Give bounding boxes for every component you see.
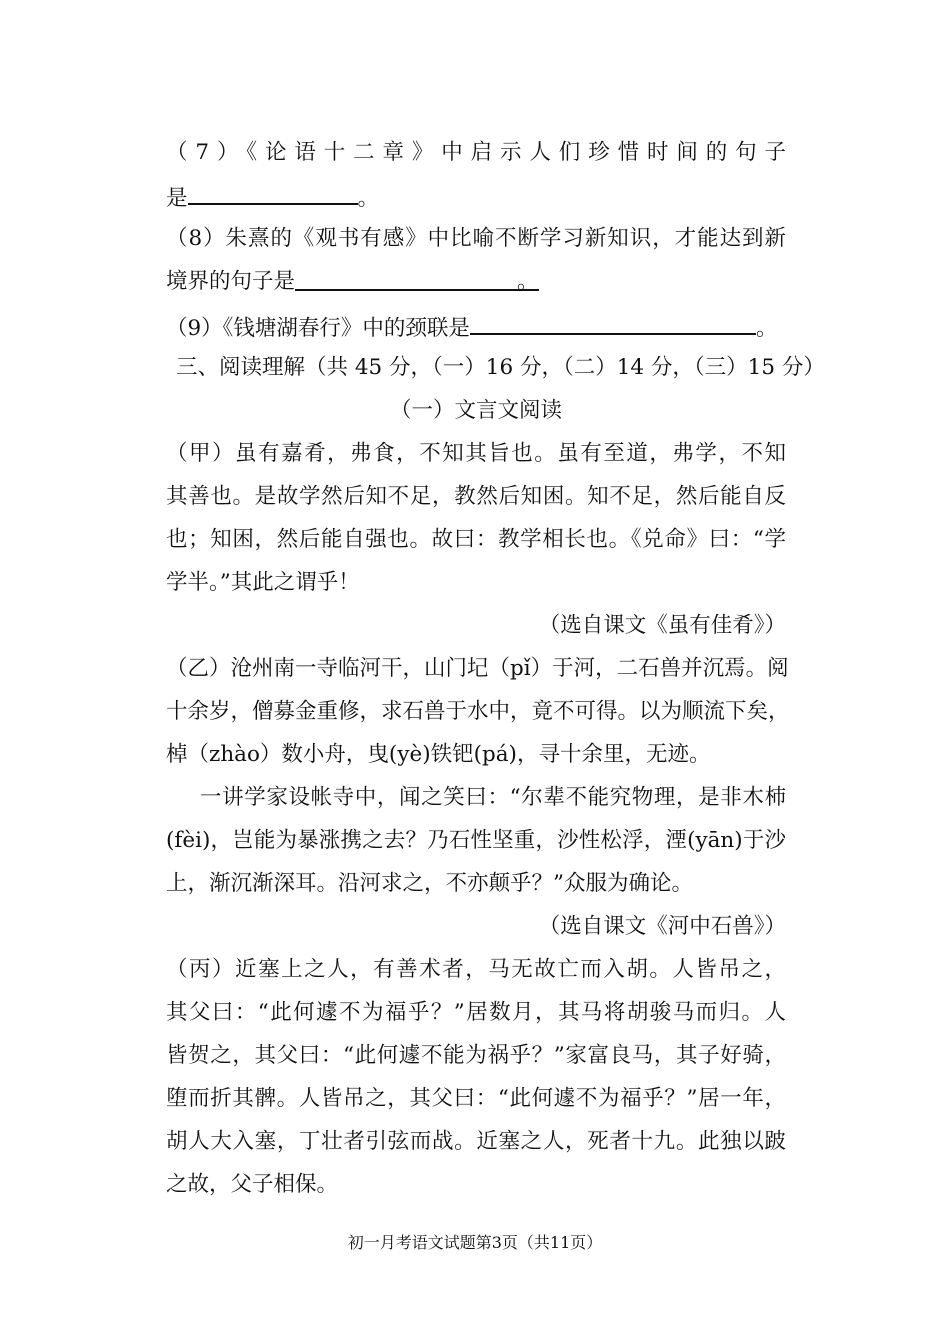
passage-a-line-1: （甲）虽有嘉肴，弗食，不知其旨也。虽有至道，弗学，不知	[166, 441, 786, 466]
passage-c-line-1: （丙）近塞上之人，有善术者，马无故亡而入胡。人皆吊之，	[166, 957, 786, 982]
question-8-prefix: 境界的句子是	[166, 269, 296, 294]
question-9-suffix: 。	[755, 316, 778, 341]
passage-c-line-6: 之故，父子相保。	[166, 1172, 339, 1197]
question-8-line-1: （8）朱熹的《观书有感》中比喻不断学习新知识，才能达到新	[166, 226, 786, 251]
passage-b-source: （选自课文《河中石兽》）	[538, 914, 786, 939]
section-3-heading: 三、阅读理解（共 45 分，（一）16 分，（二）14 分，（三）15 分）	[176, 355, 825, 380]
passage-a-source: （选自课文《虽有佳肴》）	[538, 613, 786, 638]
passage-c-line-2: 其父曰：“此何遽不为福乎？”居数月，其马将胡骏马而归。人	[166, 1000, 786, 1025]
question-7-line-1: （7）《论语十二章》中启示人们珍惜时间的句子	[166, 140, 786, 165]
passage-c-line-4: 堕而折其髀。人皆吊之，其父曰：“此何遽不为福乎？”居一年，	[166, 1086, 786, 1111]
question-9	[166, 311, 786, 344]
passage-a-line-4: 学半。”其此之谓乎！	[166, 570, 360, 595]
question-8-suffix: 。	[517, 269, 539, 294]
passage-b-line-6: 上，渐沉渐深耳。沿河求之，不亦颠乎？”众服为确论。	[166, 871, 693, 896]
question-9-answer-blank[interactable]	[470, 311, 756, 335]
section-3-subheading: （一）文言文阅读	[389, 398, 562, 423]
question-7-prefix: 是	[166, 186, 188, 211]
question-7-suffix: 。	[357, 186, 380, 211]
passage-b-line-3: 棹（zhào）数小舟，曳(yè)铁钯(pá)，寻十余里，无迹。	[166, 742, 711, 767]
passage-c-line-3: 皆贺之，其父曰：“此何遽不能为祸乎？”家富良马，其子好骑，	[166, 1043, 786, 1068]
passage-a-line-3: 也；知困，然后能自强也。故曰：教学相长也。《兑命》曰：“学	[166, 527, 786, 552]
question-7-answer-blank[interactable]	[188, 181, 358, 205]
question-7-line-2	[166, 181, 786, 214]
passage-b-line-4: 一讲学家设帐寺中，闻之笑曰：“尔辈不能究物理，是非木杮	[200, 785, 786, 810]
page-footer: 初一月考语文试题第3页（共11页）	[347, 1233, 603, 1252]
question-8-line-2	[166, 267, 786, 297]
passage-b-line-5: (fèi)，岂能为暴涨携之去？乃石性坚重，沙性松浮，湮(yān)于沙	[166, 828, 786, 853]
passage-c-line-5: 胡人大入塞，丁壮者引弦而战。近塞之人，死者十九。此独以跛	[166, 1129, 786, 1154]
passage-b-line-1: （乙）沧州南一寺临河干，山门圮（pǐ）于河，二石兽并沉焉。阅	[166, 656, 789, 681]
passage-b-line-2: 十余岁，僧募金重修，求石兽于水中，竟不可得。以为顺流下矣，	[166, 699, 790, 724]
question-8-answer-blank[interactable]	[295, 267, 539, 294]
passage-a-line-2: 其善也。是故学然后知不足，教然后知困。知不足，然后能自反	[166, 484, 786, 509]
question-9-prefix: （9）《钱塘湖春行》中的颈联是	[166, 316, 470, 341]
